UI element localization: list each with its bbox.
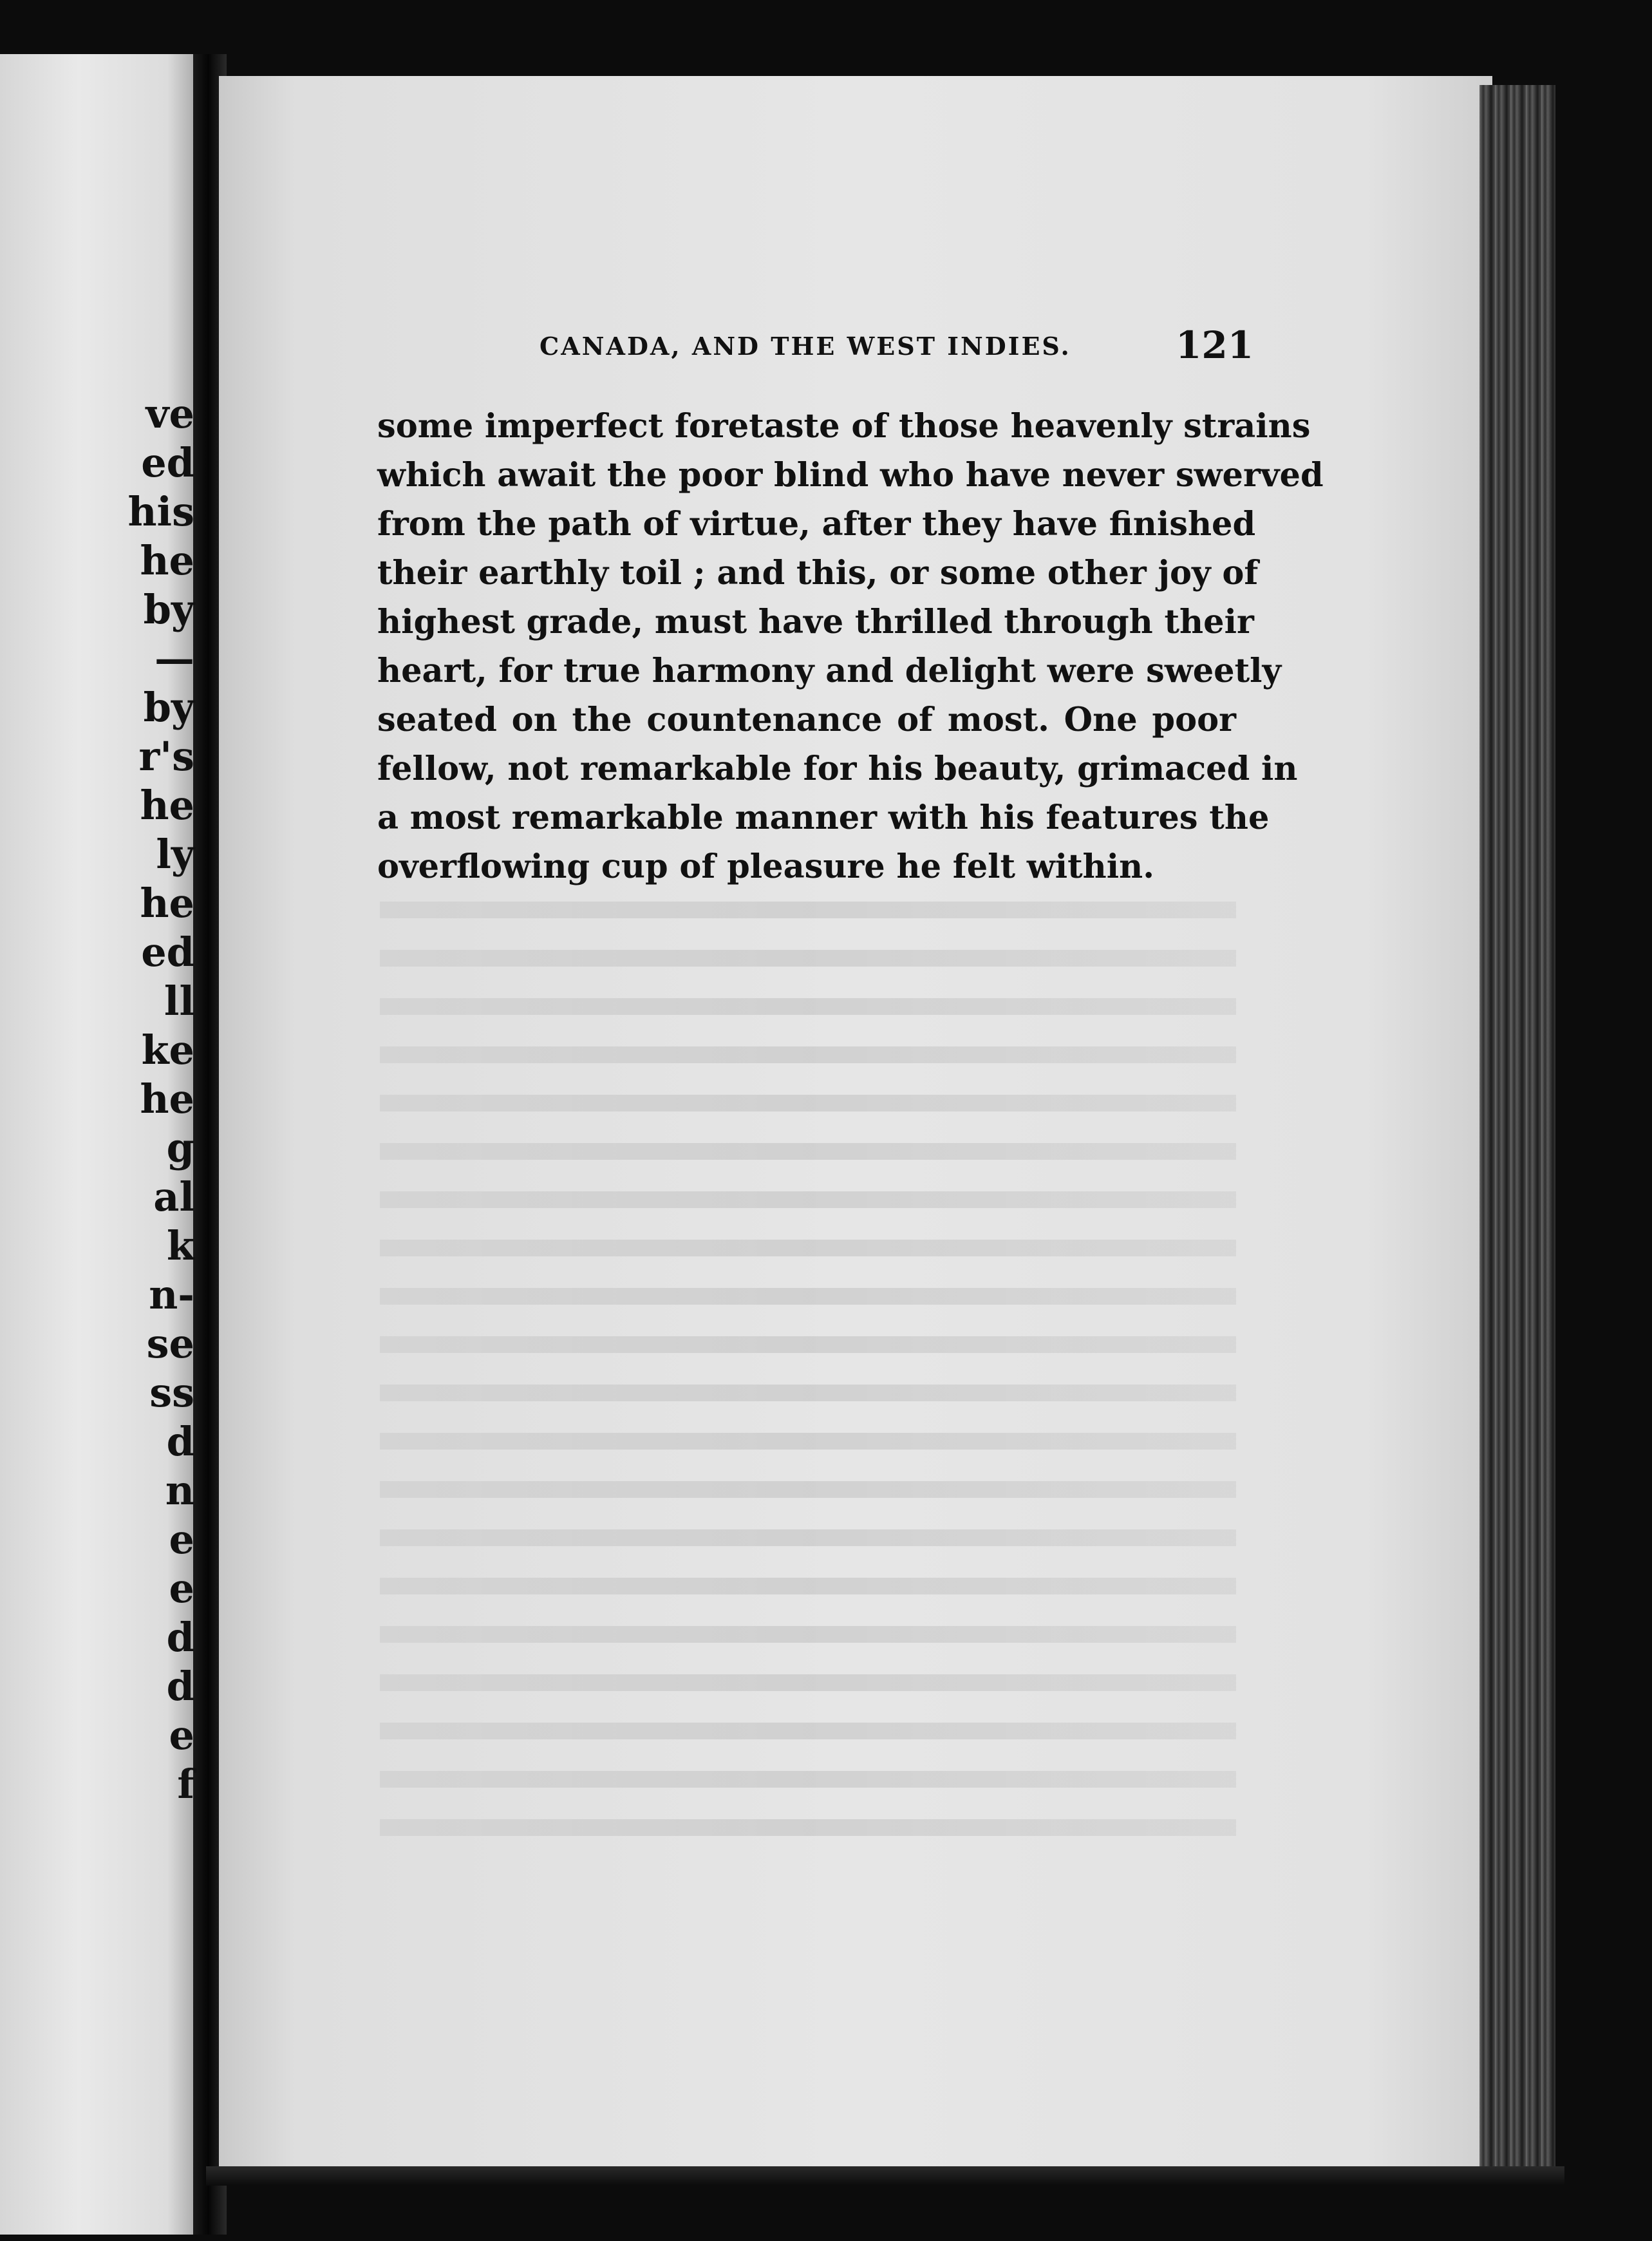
line-fragment: ve	[145, 390, 194, 437]
bleed-through-line	[380, 1143, 1236, 1160]
line-fragment: k	[167, 1222, 194, 1269]
line-fragment: e	[169, 1712, 194, 1759]
bleed-through-line	[380, 1191, 1236, 1208]
line-fragment: ll	[164, 978, 194, 1025]
bleed-through-line	[380, 1288, 1236, 1305]
line-fragment: ly	[156, 831, 194, 878]
line-fragment: d	[166, 1614, 194, 1661]
line-fragment: f	[177, 1761, 194, 1808]
line-fragment: his	[127, 488, 194, 535]
line-fragment: n-	[149, 1271, 194, 1318]
bleed-through-line	[380, 1095, 1236, 1111]
text-line: which await the poor blind who have never swerved	[377, 456, 1324, 495]
bleed-through-line	[380, 1336, 1236, 1353]
bleed-through-line	[380, 1819, 1236, 1836]
line-fragment: e	[169, 1565, 194, 1612]
line-fragment: he	[140, 880, 194, 927]
bleed-through-line	[380, 1771, 1236, 1788]
line-fragment: e	[169, 1516, 194, 1563]
running-header: CANADA, AND THE WEST INDIES.	[540, 332, 1071, 361]
text-line: overflowing cup of pleasure he felt within.	[377, 847, 1154, 886]
bleed-through-line	[380, 950, 1236, 967]
bleed-through-line	[380, 1723, 1236, 1739]
text-line: a most remarkable manner with his features the	[377, 799, 1270, 837]
line-fragment: —	[155, 635, 194, 682]
line-fragment: by	[143, 586, 194, 633]
bleed-through-line	[380, 1433, 1236, 1450]
bleed-through-line	[380, 998, 1236, 1015]
bleed-through-line	[380, 1481, 1236, 1498]
page-number: 121	[1176, 323, 1254, 367]
text-line: their earthly toil ; and this, or some other joy of	[377, 554, 1259, 592]
bleed-through-line	[380, 1046, 1236, 1063]
bleed-through-line	[380, 1385, 1236, 1401]
line-fragment: ke	[141, 1026, 194, 1073]
right-page	[219, 76, 1492, 2173]
bleed-through-line	[380, 1674, 1236, 1691]
line-fragment: r's	[138, 733, 194, 780]
text-line: from the path of virtue, after they have finished	[377, 505, 1256, 544]
text-line: highest grade, must have thrilled through their	[377, 603, 1254, 641]
line-fragment: d	[166, 1418, 194, 1465]
bleed-through-line	[380, 1626, 1236, 1643]
page-edge-stack	[1479, 85, 1555, 2182]
line-fragment: ed	[141, 439, 194, 486]
line-fragment: by	[143, 684, 194, 731]
bleed-through-line	[380, 1240, 1236, 1256]
line-fragment: ed	[141, 929, 194, 976]
bleed-through-line	[380, 1529, 1236, 1546]
line-fragment: he	[140, 537, 194, 584]
line-fragment: n	[165, 1467, 194, 1514]
text-line: fellow, not remarkable for his beauty, grimaced in	[377, 750, 1298, 788]
line-fragment: he	[140, 782, 194, 829]
bottom-shadow	[206, 2166, 1564, 2186]
line-fragment: he	[140, 1075, 194, 1122]
line-fragment: d	[166, 1663, 194, 1710]
bleed-through-line	[380, 1578, 1236, 1594]
text-line: some imperfect foretaste of those heavenly strains	[377, 407, 1311, 446]
line-fragment: se	[146, 1320, 194, 1367]
line-fragment: ss	[149, 1369, 194, 1416]
line-fragment: al	[153, 1173, 194, 1220]
line-fragment: g	[166, 1124, 194, 1171]
text-line: seated on the countenance of most. One poor	[377, 701, 1236, 739]
text-line: heart, for true harmony and delight were sweetly	[377, 652, 1282, 690]
bleed-through-line	[380, 902, 1236, 918]
